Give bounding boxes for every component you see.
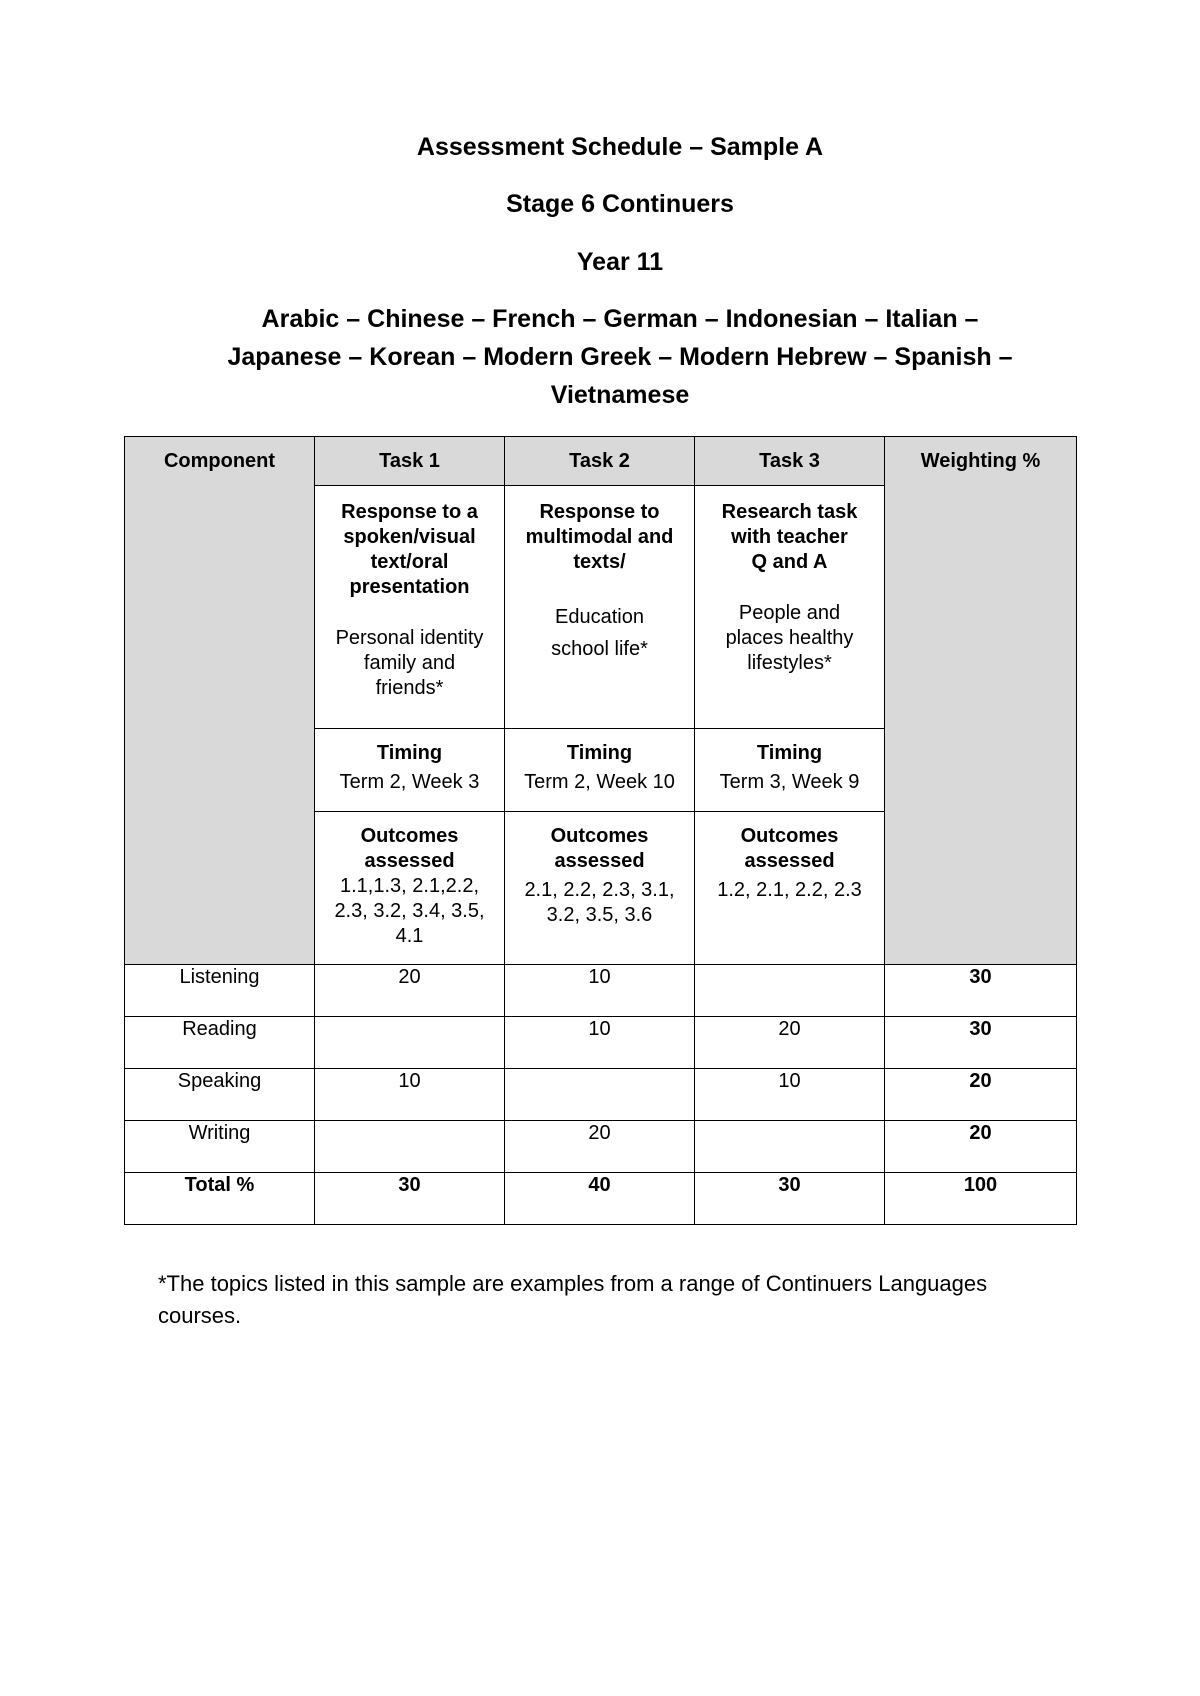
languages-line: Arabic – Chinese – French – German – Indonesian – Italian –: [261, 305, 979, 333]
task1-total: 30: [315, 1173, 505, 1225]
task1-cell: 20: [315, 965, 505, 1017]
weighting-cell: 20: [885, 1121, 1077, 1173]
task2-description: [505, 486, 695, 729]
outcomes-label: Outcomes assessed: [550, 825, 649, 872]
task1-cell: 10: [315, 1069, 505, 1121]
task3-timing: [695, 729, 885, 812]
timing-value: Term 3, Week 9: [719, 771, 860, 793]
table-row: [125, 1017, 1077, 1069]
table-row: [125, 965, 1077, 1017]
weighting-cell: 30: [885, 965, 1077, 1017]
component-header: Component: [125, 437, 315, 965]
task3-cell: [695, 965, 885, 1017]
task3-header: Task 3: [695, 437, 885, 486]
weighting-total: 100: [885, 1173, 1077, 1225]
task1-cell: [315, 1121, 505, 1173]
table-header-row: [125, 437, 1077, 486]
timing-value: Term 2, Week 3: [339, 771, 480, 793]
task1-header: Task 1: [315, 437, 505, 486]
languages-line: Japanese – Korean – Modern Greek – Modern Hebrew – Spanish –: [227, 343, 1013, 371]
table-row: [125, 1121, 1077, 1173]
task3-cell: 10: [695, 1069, 885, 1121]
weighting-cell: 30: [885, 1017, 1077, 1069]
footnote-line: *The topics listed in this sample are examples from a range of Continuers Languages: [158, 1271, 988, 1296]
task-topic: Education school life*: [551, 606, 648, 660]
task1-outcomes: [315, 812, 505, 965]
weighting-cell: 20: [885, 1069, 1077, 1121]
total-row: [125, 1173, 1077, 1225]
task2-cell: [505, 1069, 695, 1121]
component-cell: Listening: [125, 965, 315, 1017]
task-title: Research task with teacher Q and A: [721, 501, 858, 573]
outcomes-label: Outcomes assessed: [360, 825, 459, 872]
component-cell: Reading: [125, 1017, 315, 1069]
task2-header: Task 2: [505, 437, 695, 486]
timing-label: Timing: [376, 742, 443, 764]
task3-outcomes: [695, 812, 885, 965]
task2-timing: [505, 729, 695, 812]
assessment-table: [124, 436, 1077, 1225]
task2-cell: 10: [505, 965, 695, 1017]
task-topic: People and places healthy lifestyles*: [725, 602, 854, 674]
languages-line: Vietnamese: [550, 381, 690, 409]
timing-value: Term 2, Week 10: [524, 771, 675, 793]
task3-cell: [695, 1121, 885, 1173]
table-row: [125, 1069, 1077, 1121]
footnote-line: courses.: [158, 1303, 242, 1328]
document-title: Assessment Schedule – Sample A: [416, 133, 824, 161]
task2-total: 40: [505, 1173, 695, 1225]
task3-description: [695, 486, 885, 729]
outcomes-value: 1.1,1.3, 2.1,2.2, 2.3, 3.2, 3.4, 3.5, 4.1: [334, 875, 485, 947]
languages-heading: [160, 300, 1080, 414]
task2-cell: 20: [505, 1121, 695, 1173]
total-label: Total %: [125, 1173, 315, 1225]
weighting-header: Weighting %: [885, 437, 1077, 965]
task1-description: [315, 486, 505, 729]
task-title: Response to multimodal and texts/: [525, 501, 674, 573]
component-cell: Writing: [125, 1121, 315, 1173]
timing-label: Timing: [756, 742, 823, 764]
outcomes-label: Outcomes assessed: [740, 825, 839, 872]
task-title: Response to a spoken/visual text/oral presentation: [341, 501, 478, 598]
year-heading: Year 11: [576, 248, 664, 276]
timing-label: Timing: [566, 742, 633, 764]
component-cell: Speaking: [125, 1069, 315, 1121]
task3-cell: 20: [695, 1017, 885, 1069]
task2-cell: 10: [505, 1017, 695, 1069]
task1-cell: [315, 1017, 505, 1069]
task1-timing: [315, 729, 505, 812]
task3-total: 30: [695, 1173, 885, 1225]
footnote: [158, 1268, 1078, 1332]
stage-heading: Stage 6 Continuers: [506, 190, 734, 218]
outcomes-value: 2.1, 2.2, 2.3, 3.1, 3.2, 3.5, 3.6: [524, 879, 675, 926]
task2-outcomes: [505, 812, 695, 965]
outcomes-value: 1.2, 2.1, 2.2, 2.3: [717, 879, 862, 901]
task-topic: Personal identity family and friends*: [335, 627, 484, 699]
